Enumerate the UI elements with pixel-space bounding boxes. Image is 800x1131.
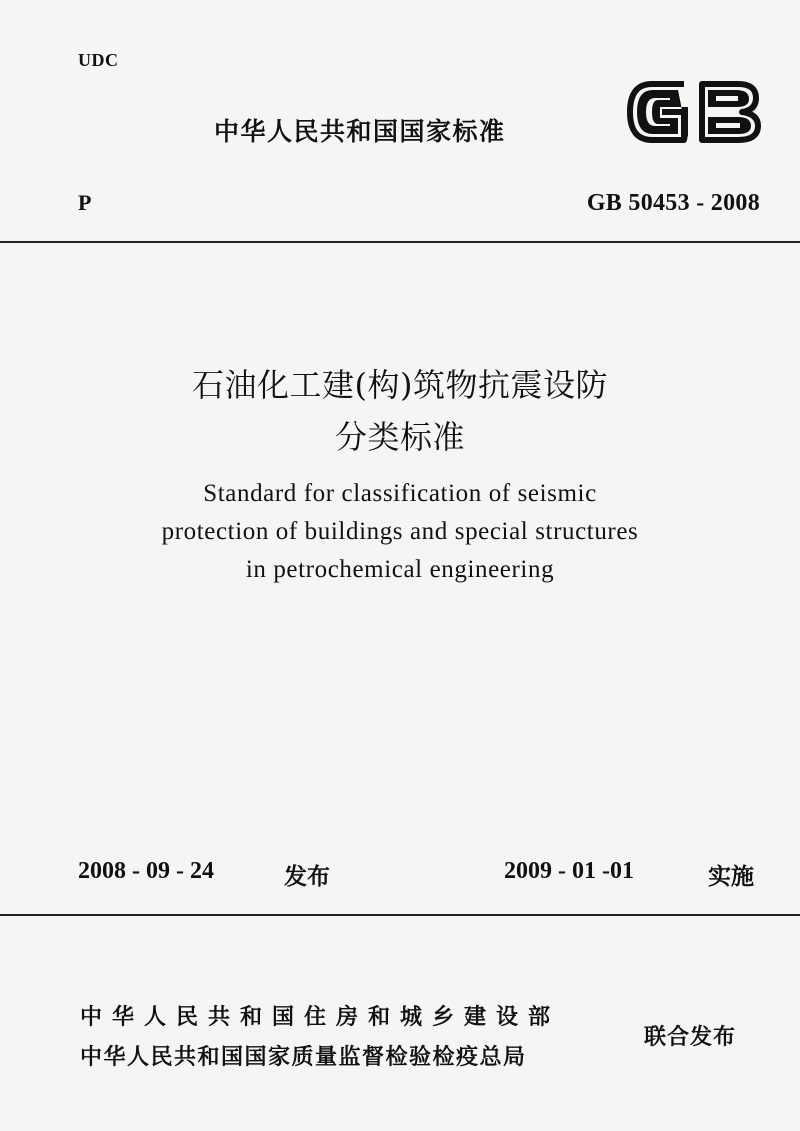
udc-label: UDC (78, 50, 119, 70)
standard-number: GB 50453 - 2008 (586, 190, 760, 216)
bottom-divider (0, 914, 800, 916)
top-divider (0, 241, 800, 243)
title-en-line-1: Standard for classification of seismic (203, 480, 597, 507)
title-zh-line-1: 石油化工建(构)筑物抗震设防 (192, 366, 608, 404)
title-en-line-2: protection of buildings and special structures (161, 518, 639, 545)
classification-letter: P (78, 190, 92, 215)
implementation-date: 2009 - 01 -01 (504, 858, 634, 884)
issuer-ministry-housing: 中华人民共和国住房和城乡建设部 (80, 1005, 561, 1030)
title-en-line-3: in petrochemical engineering (245, 556, 555, 583)
gb-logo-icon (622, 74, 764, 150)
title-zh-line-2: 分类标准 (334, 418, 465, 456)
joint-issue-label: 联合发布 (644, 1025, 737, 1050)
national-standard-heading: 中华人民共和国国家标准 (214, 117, 506, 146)
issue-date: 2008 - 09 - 24 (78, 858, 214, 884)
issue-label: 发布 (284, 864, 330, 890)
issuer-aqsiq: 中华人民共和国国家质量监督检验检疫总局 (80, 1045, 527, 1070)
implementation-label: 实施 (708, 864, 754, 890)
